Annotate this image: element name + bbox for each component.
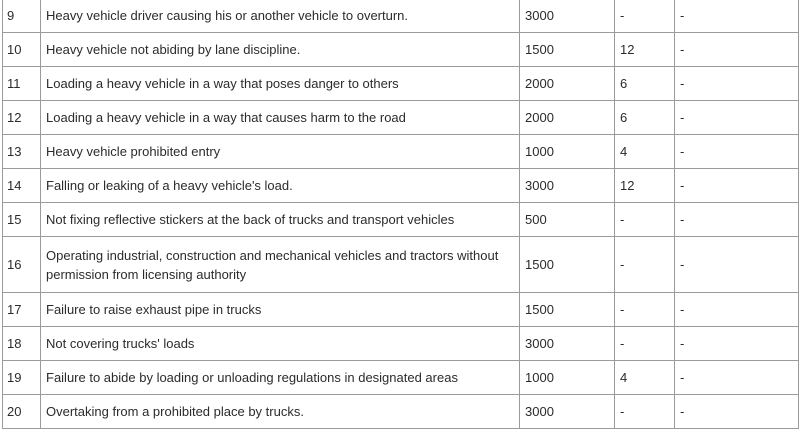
violation-cell: Not covering trucks' loads: [41, 327, 520, 361]
violation-cell: Falling or leaking of a heavy vehicle's load.: [41, 169, 520, 203]
extra-cell: -: [675, 67, 799, 101]
table-row: [3, 203, 799, 237]
points-cell: -: [615, 237, 675, 293]
fine-cell: 1000: [520, 361, 615, 395]
fine-cell: 3000: [520, 169, 615, 203]
fine-cell: 1500: [520, 237, 615, 293]
row-number: 15: [3, 203, 41, 237]
table-row: [3, 361, 799, 395]
points-cell: 12: [615, 169, 675, 203]
violation-cell: Operating industrial, construction and mechanical vehicles and tractors without permission from licensing authority: [41, 237, 520, 293]
points-cell: -: [615, 203, 675, 237]
row-number: 19: [3, 361, 41, 395]
table-row: [3, 395, 799, 429]
row-number: 12: [3, 101, 41, 135]
violation-cell: Heavy vehicle prohibited entry: [41, 135, 520, 169]
violation-cell: Failure to raise exhaust pipe in trucks: [41, 293, 520, 327]
row-number: 20: [3, 395, 41, 429]
extra-cell: -: [675, 327, 799, 361]
row-number: 14: [3, 169, 41, 203]
extra-cell: -: [675, 293, 799, 327]
fine-cell: 3000: [520, 395, 615, 429]
extra-cell: -: [675, 169, 799, 203]
extra-cell: -: [675, 361, 799, 395]
extra-cell: -: [675, 0, 799, 33]
violation-cell: Loading a heavy vehicle in a way that causes harm to the road: [41, 101, 520, 135]
row-number: 18: [3, 327, 41, 361]
table-row: [3, 169, 799, 203]
extra-cell: -: [675, 101, 799, 135]
points-cell: -: [615, 293, 675, 327]
row-number: 17: [3, 293, 41, 327]
table-row: [3, 135, 799, 169]
violation-cell: Heavy vehicle not abiding by lane discipline.: [41, 33, 520, 67]
row-number: 11: [3, 67, 41, 101]
table-row: [3, 0, 799, 33]
violation-cell: Loading a heavy vehicle in a way that poses danger to others: [41, 67, 520, 101]
fine-cell: 2000: [520, 101, 615, 135]
table-row: [3, 67, 799, 101]
points-cell: 6: [615, 101, 675, 135]
violation-cell: Overtaking from a prohibited place by trucks.: [41, 395, 520, 429]
points-cell: 4: [615, 135, 675, 169]
fine-cell: 1000: [520, 135, 615, 169]
points-cell: 4: [615, 361, 675, 395]
violation-cell: Heavy vehicle driver causing his or another vehicle to overturn.: [41, 0, 520, 33]
violation-cell: Failure to abide by loading or unloading regulations in designated areas: [41, 361, 520, 395]
points-cell: 6: [615, 67, 675, 101]
points-cell: -: [615, 327, 675, 361]
violation-cell: Not fixing reflective stickers at the back of trucks and transport vehicles: [41, 203, 520, 237]
extra-cell: -: [675, 135, 799, 169]
fine-cell: 3000: [520, 327, 615, 361]
extra-cell: -: [675, 33, 799, 67]
fine-cell: 2000: [520, 67, 615, 101]
points-cell: -: [615, 395, 675, 429]
table-row: [3, 101, 799, 135]
points-cell: 12: [615, 33, 675, 67]
fine-cell: 1500: [520, 293, 615, 327]
extra-cell: -: [675, 395, 799, 429]
violations-table: [2, 0, 799, 429]
table-row: [3, 327, 799, 361]
points-cell: -: [615, 0, 675, 33]
fine-cell: 3000: [520, 0, 615, 33]
fine-cell: 1500: [520, 33, 615, 67]
row-number: 10: [3, 33, 41, 67]
extra-cell: -: [675, 203, 799, 237]
extra-cell: -: [675, 237, 799, 293]
table-row: [3, 293, 799, 327]
row-number: 16: [3, 237, 41, 293]
table-row: [3, 237, 799, 293]
row-number: 13: [3, 135, 41, 169]
row-number: 9: [3, 0, 41, 33]
table-row: [3, 33, 799, 67]
fine-cell: 500: [520, 203, 615, 237]
